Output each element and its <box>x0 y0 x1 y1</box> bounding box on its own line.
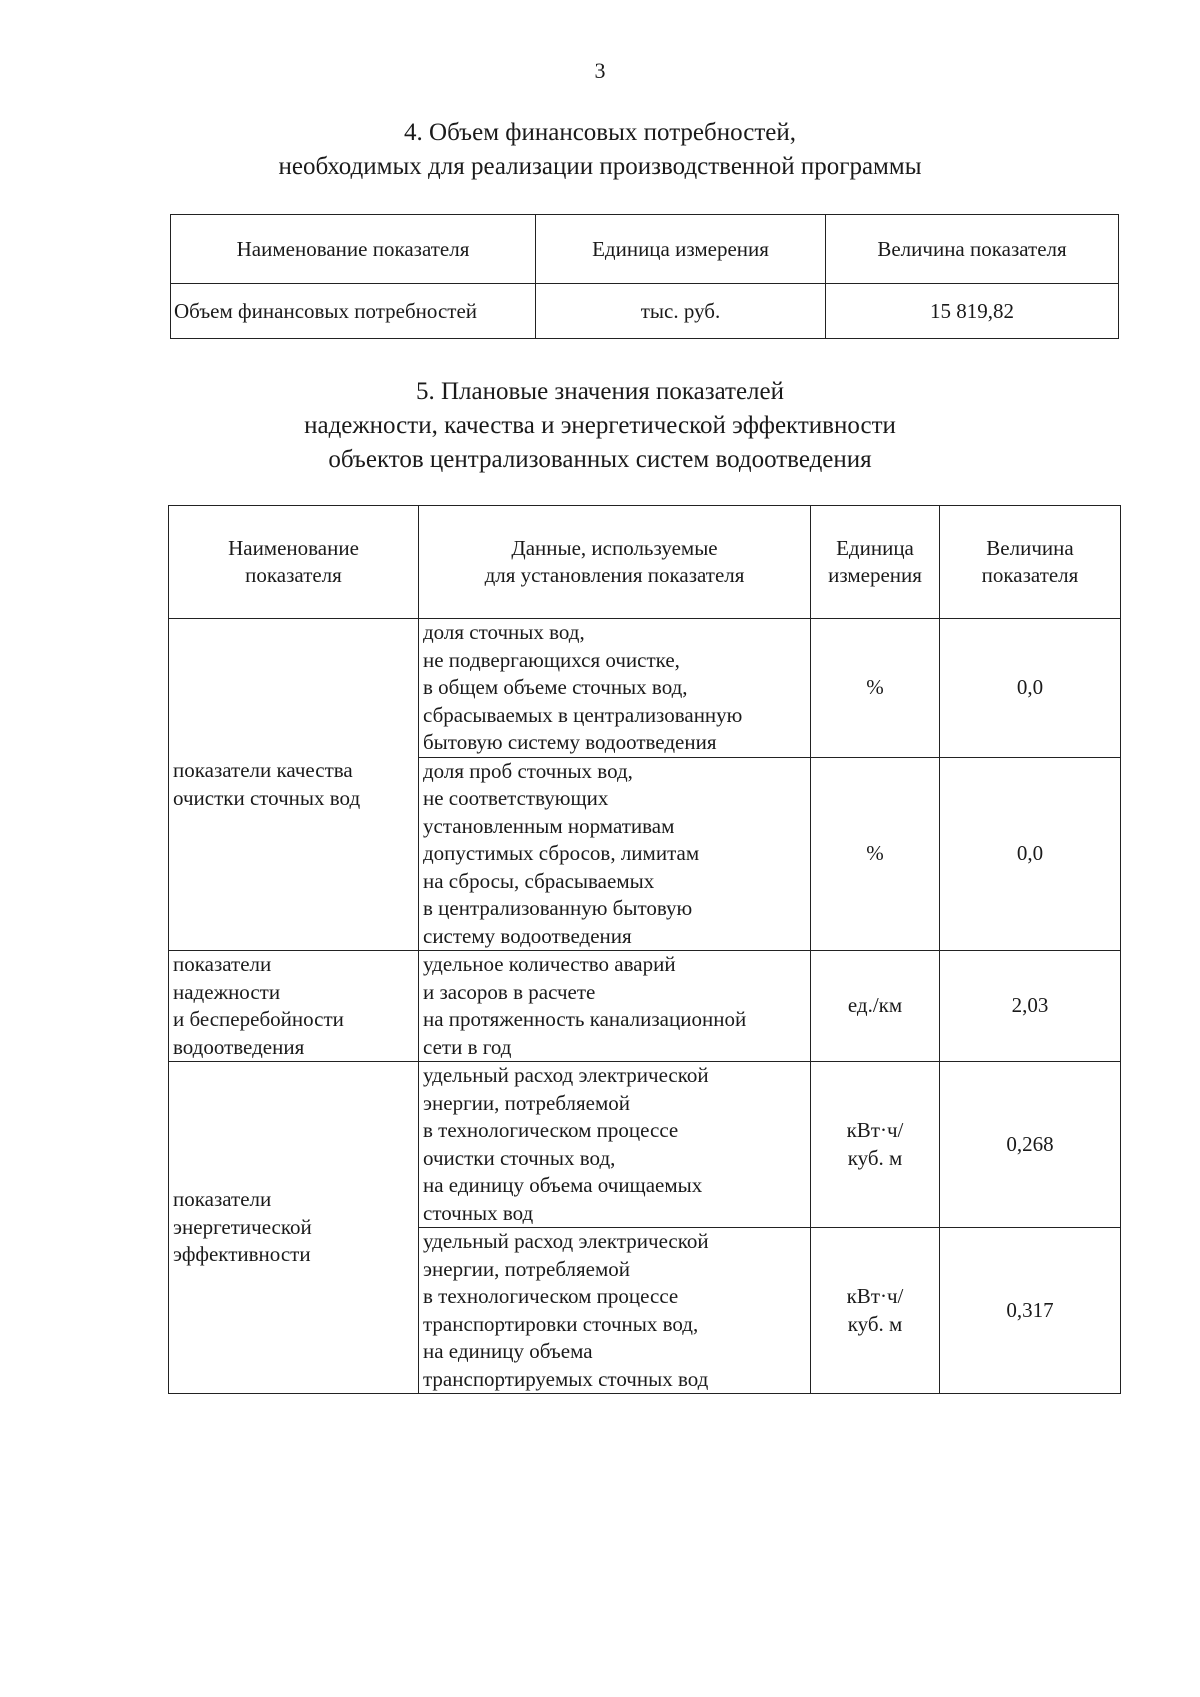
cell-description <box>419 619 811 758</box>
description-line: бытовую систему водоотведения <box>423 730 717 754</box>
description-line: на сбросы, сбрасываемых <box>423 868 655 893</box>
header-cell-value <box>940 506 1121 619</box>
cell-value: 0,0 <box>940 619 1121 758</box>
cell-description <box>419 757 811 951</box>
cell-indicator-name: Объем финансовых потребностей <box>171 284 536 339</box>
unit-line: % <box>866 675 884 699</box>
header-line: для установления показателя <box>484 563 745 587</box>
header-cell-data <box>419 506 811 619</box>
header-line: Величина <box>986 535 1074 560</box>
indicator-line: показатели <box>173 1187 272 1212</box>
description-line: на единицу объема <box>423 1339 593 1363</box>
indicators-table <box>168 505 1121 1394</box>
indicator-line: надежности <box>173 979 281 1004</box>
cell-value: 0,0 <box>940 757 1121 951</box>
description-line: в технологическом процессе <box>423 1118 679 1142</box>
unit-line: куб. м <box>847 1311 903 1336</box>
table-row <box>169 951 1121 1062</box>
indicator-line: показатели качества <box>173 758 353 782</box>
page-number: 3 <box>594 58 606 83</box>
description-line: удельный расход электрической <box>423 1063 709 1087</box>
header-cell-name <box>169 506 419 619</box>
cell-description <box>419 1228 811 1394</box>
header-line: Данные, используемые <box>511 535 718 560</box>
description-line: удельное количество аварий <box>423 952 676 976</box>
header-cell-value: Величина показателя <box>826 215 1119 284</box>
cell-description <box>419 951 811 1062</box>
cell-unit <box>811 1228 940 1394</box>
cell-value: 0,268 <box>940 1062 1121 1228</box>
description-line: не подвергающихся очистке, <box>423 647 680 672</box>
description-line: на единицу объема очищаемых <box>423 1173 703 1197</box>
indicator-line: и бесперебойности <box>173 1007 344 1031</box>
unit-line: куб. м <box>847 1145 903 1170</box>
section-5-title <box>0 375 1200 477</box>
header-line: Наименование <box>228 535 359 560</box>
description-line: доля проб сточных вод, <box>423 758 633 783</box>
cell-unit <box>811 951 940 1062</box>
header-line: показателя <box>981 563 1079 587</box>
description-line: на протяженность канализационной <box>423 1007 747 1031</box>
unit-line: % <box>866 841 884 865</box>
header-cell-unit: Единица измерения <box>536 215 826 284</box>
description-line: сбрасываемых в централизованную <box>423 702 743 727</box>
section-5-title-line: надежности, качества и энергетической эффективности <box>304 412 896 439</box>
section-4-title <box>0 116 1200 184</box>
section-5-title-line: объектов централизованных систем водоотведения <box>328 446 872 473</box>
description-line: транспортируемых сточных вод <box>423 1366 709 1391</box>
cell-indicator-group <box>169 619 419 951</box>
indicator-line: показатели <box>173 952 272 976</box>
table-row <box>171 284 1119 339</box>
financial-needs-table <box>170 214 1119 339</box>
description-line: в централизованную бытовую <box>423 896 693 920</box>
description-line: удельный расход электрической <box>423 1229 709 1253</box>
description-line: очистки сточных вод, <box>423 1145 616 1170</box>
unit-line: кВт·ч/ <box>846 1118 904 1142</box>
description-line: в общем объеме сточных вод, <box>423 675 688 699</box>
cell-unit <box>811 757 940 951</box>
description-line: установленным нормативам <box>423 813 675 838</box>
indicator-line: эффективности <box>173 1242 311 1267</box>
unit-line: ед./км <box>847 993 903 1018</box>
unit-line: кВт·ч/ <box>846 1284 904 1308</box>
cell-indicator-group <box>169 951 419 1062</box>
cell-indicator-group <box>169 1062 419 1394</box>
cell-value: 15 819,82 <box>826 284 1119 339</box>
table-header-row <box>169 506 1121 619</box>
description-line: энергии, потребляемой <box>423 1090 631 1115</box>
description-line: систему водоотведения <box>423 923 632 948</box>
indicator-line: энергетической <box>173 1214 312 1239</box>
description-line: энергии, потребляемой <box>423 1256 631 1281</box>
section-5-title-line: 5. Плановые значения показателей <box>415 378 785 405</box>
cell-unit: тыс. руб. <box>536 284 826 339</box>
cell-value: 0,317 <box>940 1228 1121 1394</box>
cell-unit <box>811 619 940 758</box>
description-line: сточных вод <box>423 1200 534 1225</box>
header-line: измерения <box>828 563 922 587</box>
description-line: не соответствующих <box>423 786 609 810</box>
indicator-line: водоотведения <box>173 1034 305 1059</box>
description-line: допустимых сбросов, лимитам <box>423 841 700 865</box>
header-line: показателя <box>245 563 342 587</box>
description-line: в технологическом процессе <box>423 1284 679 1308</box>
header-line: Единица <box>836 535 914 560</box>
description-line: сети в год <box>423 1034 512 1059</box>
cell-value: 2,03 <box>940 951 1121 1062</box>
cell-unit <box>811 1062 940 1228</box>
description-line: и засоров в расчете <box>423 979 596 1004</box>
indicator-line: очистки сточных вод <box>173 785 361 810</box>
section-4-title-line: необходимых для реализации производственной программы <box>278 153 922 180</box>
description-line: транспортировки сточных вод, <box>423 1311 699 1336</box>
table-row <box>169 1062 1121 1228</box>
header-cell-unit <box>811 506 940 619</box>
header-cell-name: Наименование показателя <box>171 215 536 284</box>
cell-description <box>419 1062 811 1228</box>
table-header-row <box>171 215 1119 284</box>
section-4-title-line: 4. Объем финансовых потребностей, <box>404 119 796 146</box>
table-row <box>169 619 1121 758</box>
description-line: доля сточных вод, <box>423 620 585 644</box>
